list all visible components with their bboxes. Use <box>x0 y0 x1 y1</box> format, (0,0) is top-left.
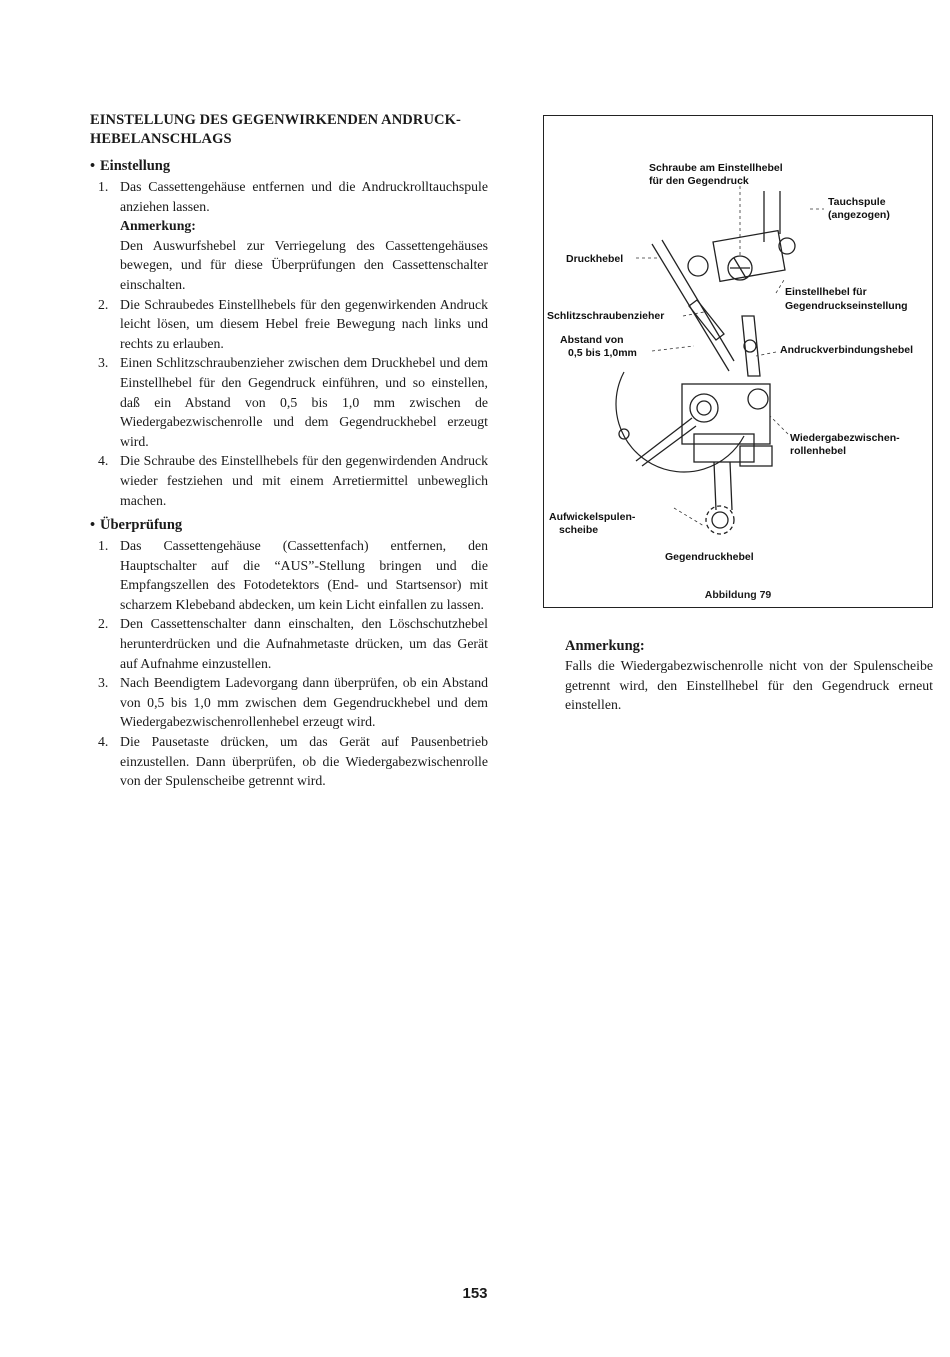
figure-79 <box>543 115 933 608</box>
label-gegendruckhebel: Gegendruckhebel <box>665 551 754 563</box>
label-einstellhebel-2: Gegendruckseinstellung <box>785 300 908 312</box>
mechanism-diagram <box>544 116 934 609</box>
label-abstand-1: Abstand von <box>560 334 624 346</box>
note-label: Anmerkung: <box>565 638 645 654</box>
note-text: Falls die Wiedergabezwischenrolle nicht von der Spulenscheibe getrennt wird, den Einstellhebel für den Gegendruck erneut einstellen. <box>565 658 933 713</box>
gegendruck-roller <box>706 506 734 534</box>
bullet-icon: • <box>90 158 96 174</box>
label-druckhebel: Druckhebel <box>566 253 624 265</box>
gegendruck-stem <box>714 462 732 510</box>
solenoid-lines <box>764 191 780 242</box>
list-item: 3. Nach Beendigtem Ladevorgang dann überprüfen, ob ein Abstand von 0,5 bis 1,0 mm zwischen dem Gegendruckhebel und dem Wiedergabezwischenrollenhebel erzeugt wird. <box>98 675 488 730</box>
section-einstellung-title: • Einstellung <box>90 158 171 174</box>
bullet-icon: • <box>90 517 96 534</box>
einstellung-list <box>90 177 488 510</box>
right-note <box>565 636 933 715</box>
pivot <box>744 340 756 352</box>
lever-bar <box>636 418 692 461</box>
idler-arm-pivot <box>748 389 768 409</box>
list-item: 1. Das Cassettengehäuse entfernen und die Andruckrolltauchspule anziehen lassen. Anmerkung: Den Auswurfshebel zur Verriegelung des Cassettengehäuses bewegen, und für diese Überprüfungen den Cassettenschalter einschalten. <box>98 179 488 292</box>
list-item: 2. Den Cassettenschalter dann einschalten, den Löschschutzhebel herunterdrücken und die Aufnahmetaste drücken, um das Gerät auf Aufnahme einzustellen. <box>98 616 488 671</box>
idler-roller-outer <box>690 394 718 422</box>
label-andruckverbindungshebel: Andruckverbindungshebel <box>780 344 914 356</box>
leader-wieder <box>770 416 788 434</box>
idler-lever-tab <box>740 446 772 466</box>
idler-lever-body <box>694 434 754 462</box>
page-heading: EINSTELLUNG DES GEGENWIRKENDEN ANDRUCK-HEBELANSCHLAGS <box>90 112 461 147</box>
list-item: 4. Die Pausetaste drücken, um das Gerät auf Pausenbetrieb einzustellen. Dann überprüfen, ob die Wiedergabezwischenrolle von der Spulenscheibe getrennt wird. <box>98 734 488 789</box>
leader-andruck <box>756 352 776 356</box>
label-schraube-1: Schraube am Einstellhebel <box>649 162 783 174</box>
note-label: Anmerkung: <box>120 218 196 234</box>
list-item: 2. Die Schraubedes Einstellhebels für den gegenwirkenden Andruck leicht lösen, um diesem Hebel freie Bewegung nach links und rechts zu erlauben. <box>98 296 488 351</box>
leader-einstellhebel <box>776 280 784 293</box>
gegendruck-roller-inner <box>712 512 728 528</box>
label-tauchspule-1: Tauchspule <box>828 196 886 208</box>
label-aufwickel-1: Aufwickelspulen- <box>549 511 636 523</box>
label-schraube-2: für den Gegendruck <box>649 175 749 187</box>
section-ueberpruefung-title: • Überprüfung <box>90 517 183 534</box>
left-column <box>90 111 488 791</box>
screw-cross <box>730 258 750 278</box>
connecting-lever <box>742 316 760 376</box>
label-schlitzschraubenzieher: Schlitzschraubenzieher <box>547 310 665 322</box>
list-item: 4. Die Schraube des Einstellhebels für den gegenwirdenden Andruck wieder festziehen und mit einem Arretiermittel unbeweglich machen. <box>98 453 488 508</box>
list-item: 1. Das Cassettengehäuse (Cassettenfach) entfernen, den Hauptschalter auf die “AUS”-Stellung bringen und die Empfangszellen des Fotodetektors (End- und Startsensor) mit scharzem Klebeband abdecken, um kein Licht einfallen zu lassen. <box>98 538 488 612</box>
leader-aufwickel <box>674 508 704 526</box>
adjust-lever-plate <box>713 231 785 282</box>
page-number: 153 <box>462 1285 488 1302</box>
label-aufwickel-2: scheibe <box>559 524 599 536</box>
figure-caption: Abbildung 79 <box>704 589 772 601</box>
note-text: Den Auswurfshebel zur Verriegelung des Cassettengehäuses bewegen, und für diese Überprüfungen den Cassettenschalter einschalten. <box>120 237 488 292</box>
ueberpruefung-list <box>90 536 488 791</box>
label-wiedergabe-2: rollenhebel <box>790 445 847 457</box>
mechanism-block <box>682 384 770 444</box>
label-tauchspule-2: (angezogen) <box>828 209 890 221</box>
leader-abstand <box>652 346 694 351</box>
idler-roller-inner <box>697 401 711 415</box>
label-abstand-2: 0,5 bis 1,0mm <box>568 347 637 359</box>
lever-bar2 <box>642 426 696 466</box>
label-einstellhebel-1: Einstellhebel für <box>785 286 867 298</box>
list-item: 3. Einen Schlitzschraubenzieher zwischen dem Druckhebel und dem Einstellhebel für den Gegendruck einführen, und so einstellen, daß ein Abstand von 0,5 bis 1,0 mm zwischen de Wiedergabezwischenrolle und dem Gegendruckhebel erzeugt wird. <box>98 355 488 449</box>
screw-circle <box>688 256 708 276</box>
label-wiedergabe-1: Wiedergabezwischen- <box>790 432 900 444</box>
reel-disk-outline <box>616 372 744 472</box>
